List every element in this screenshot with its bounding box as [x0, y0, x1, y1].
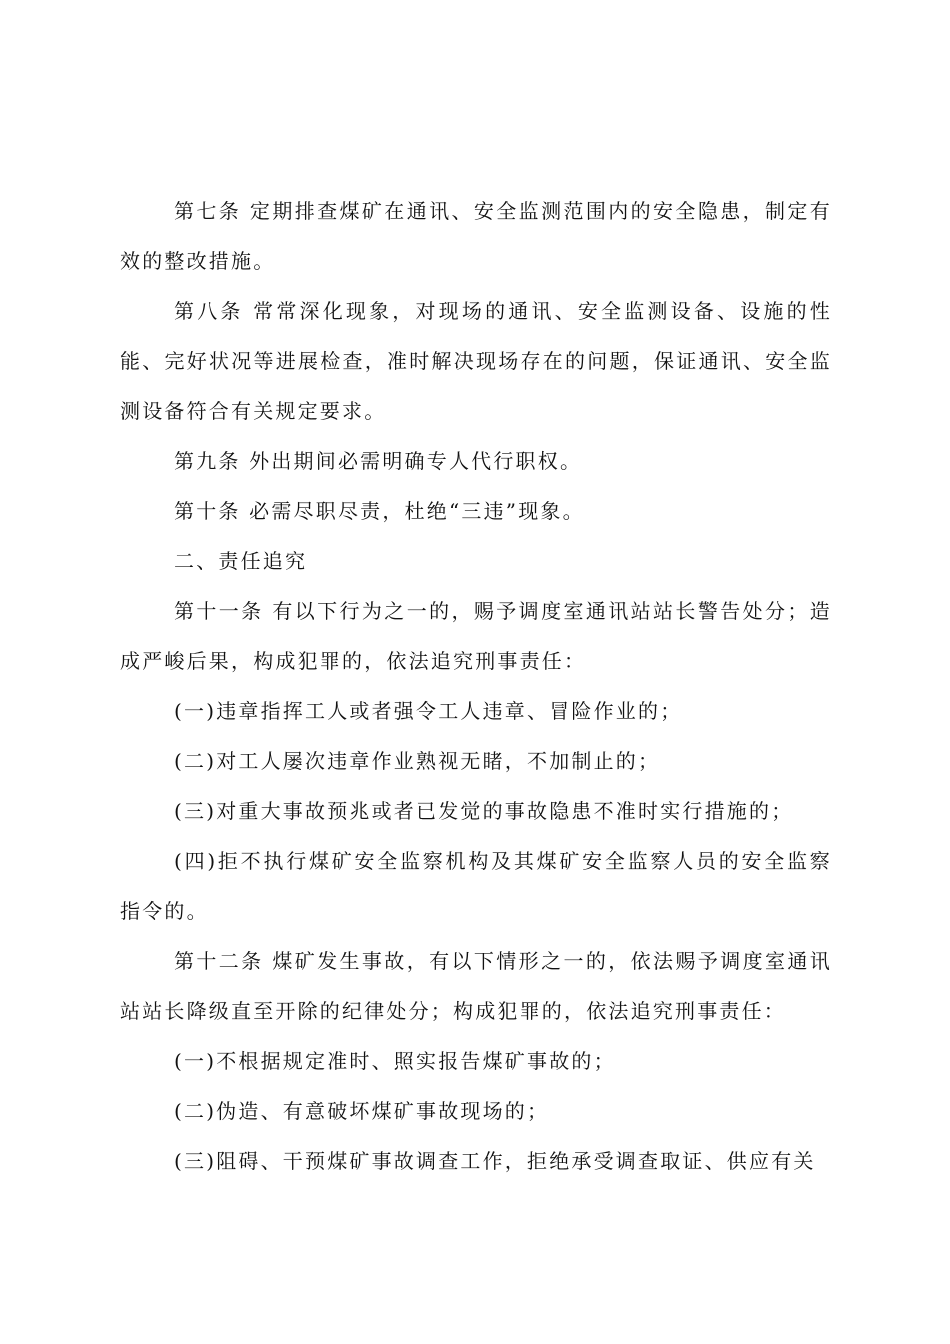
article-9-paragraph: 第九条 外出期间必需明确专人代行职权。 [174, 449, 583, 473]
article-12-item-1: (一)不根据规定准时、照实报告煤矿事故的； [174, 1049, 616, 1073]
article-12-paragraph: 第十二条 煤矿发生事故，有以下情形之一的，依法赐予调度室通讯站站长降级直至开除的纪律处分；构成犯罪的，依法追究刑事责任： [120, 949, 832, 1023]
article-10-paragraph: 第十条 必需尽职尽责，杜绝“三违”现象。 [174, 499, 585, 523]
article-11-item-3: (三)对重大事故预兆或者已发觉的事故隐患不准时实行措施的； [174, 799, 794, 823]
article-11-item-1: (一)违章指挥工人或者强令工人违章、冒险作业的； [174, 699, 683, 723]
article-7-paragraph: 第七条 定期排查煤矿在通讯、安全监测范围内的安全隐患，制定有效的整改措施。 [120, 199, 832, 273]
article-11-item-4: (四)拒不执行煤矿安全监察机构及其煤矿安全监察人员的安全监察指令的。 [120, 849, 832, 923]
article-12-item-2: (二)伪造、有意破坏煤矿事故现场的； [174, 1099, 550, 1123]
document-body [120, 186, 832, 1186]
section-heading: 二、责任追究 [174, 549, 308, 573]
article-11-paragraph: 第十一条 有以下行为之一的，赐予调度室通讯站站长警告处分；造成严峻后果，构成犯罪的，依法追究刑事责任： [120, 599, 832, 673]
article-8-paragraph: 第八条 常常深化现象，对现场的通讯、安全监测设备、设施的性能、完好状况等进展检查，准时解决现场存在的问题，保证通讯、安全监测设备符合有关规定要求。 [120, 299, 832, 423]
article-11-item-2: (二)对工人屡次违章作业熟视无睹，不加制止的； [174, 749, 661, 773]
article-12-item-3: (三)阻碍、干预煤矿事故调查工作，拒绝承受调查取证、供应有关 [174, 1149, 816, 1173]
